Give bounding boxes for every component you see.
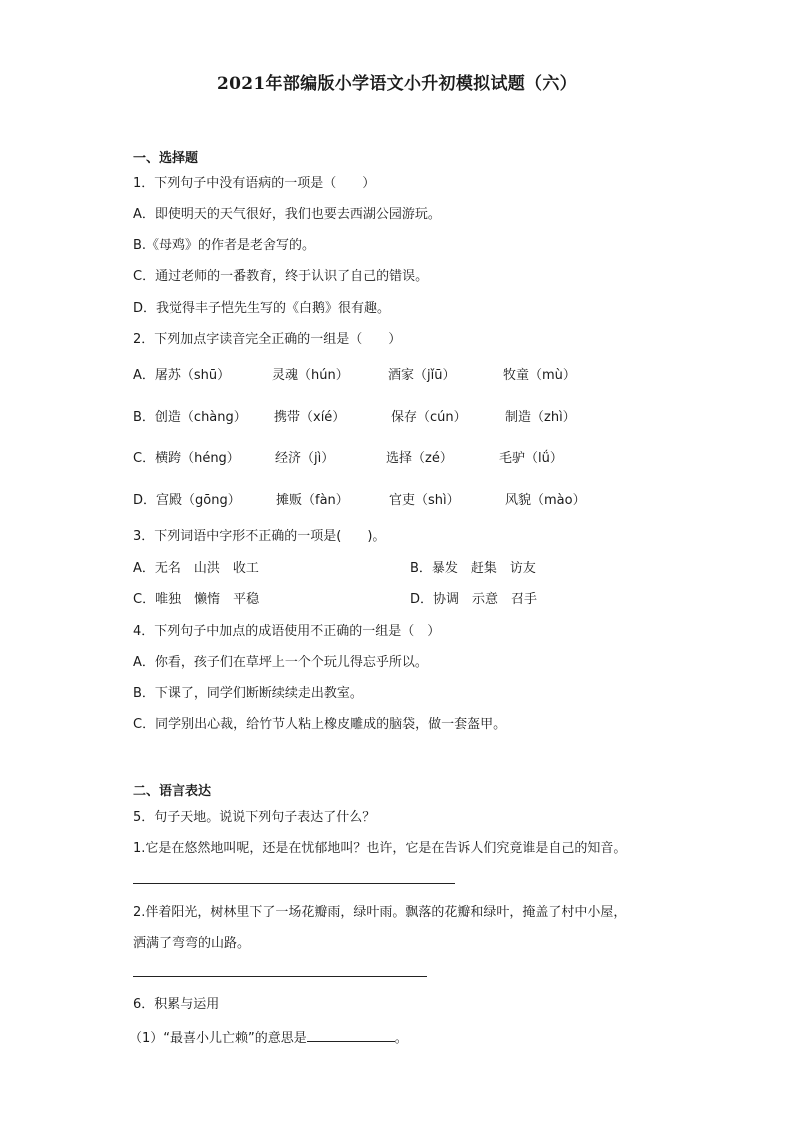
q5-answer-line-2 xyxy=(133,976,427,977)
q2-b-item-3: 保存（cún） xyxy=(391,410,467,425)
q2-d-item-3: 官吏（shì） xyxy=(389,493,460,508)
q4-option-a: A．你看，孩子们在草坪上一个个玩儿得忘乎所以。 xyxy=(133,655,428,670)
q6-stem: 6．积累与运用 xyxy=(133,997,220,1012)
q2-c-item-1: C．横跨（héng） xyxy=(133,451,240,466)
q6-sub1-text: （1）“最喜小儿亡赖”的意思是 xyxy=(129,1031,307,1046)
section-heading-expression: 二、语言表达 xyxy=(133,784,212,799)
q5-answer-line-1 xyxy=(133,883,455,884)
q3-option-d: D．协调 示意 召手 xyxy=(410,592,538,607)
q2-c-item-2: 经济（jì） xyxy=(275,451,335,466)
q2-a-item-2: 灵魂（hún） xyxy=(272,368,349,383)
q2-d-item-2: 摊贩（fàn） xyxy=(276,493,349,508)
q4-option-c: C．同学别出心裁，给竹节人粘上橡皮雕成的脑袋，做一套盔甲。 xyxy=(133,717,507,732)
q2-c-item-3: 选择（zé） xyxy=(386,451,453,466)
q5-sentence-1: 1.它是在悠然地叫呢，还是在忧郁地叫？也许，它是在告诉人们究竟谁是自己的知音。 xyxy=(133,841,627,856)
q4-option-b: B．下课了，同学们断断续续走出教室。 xyxy=(133,686,363,701)
q5-sentence-2-line-2: 洒满了弯弯的山路。 xyxy=(133,936,251,951)
q6-sub1-end: 。 xyxy=(394,1031,408,1046)
q2-b-item-4: 制造（zhì） xyxy=(505,410,576,425)
q3-option-b: B．暴发 赶集 访友 xyxy=(410,561,536,576)
q3-option-a: A．无名 山洪 收工 xyxy=(133,561,259,576)
q1-option-c: C．通过老师的一番教育，终于认识了自己的错误。 xyxy=(133,269,429,284)
q1-option-a: A．即使明天的天气很好，我们也要去西湖公园游玩。 xyxy=(133,207,441,222)
q2-d-item-4: 风貌（mào） xyxy=(505,493,586,508)
q4-stem: 4．下列句子中加点的成语使用不正确的一组是（ ） xyxy=(133,624,441,639)
page-title: 2021年部编版小学语文小升初模拟试题（六） xyxy=(217,74,577,94)
q2-b-item-1: B．创造（chàng） xyxy=(133,410,247,425)
q2-stem: 2．下列加点字读音完全正确的一组是（ ） xyxy=(133,332,402,347)
q6-sub1 xyxy=(129,1027,408,1046)
q3-option-c: C．唯独 懒惰 平稳 xyxy=(133,592,260,607)
q6-sub1-blank xyxy=(307,1029,395,1042)
q2-d-item-1: D．宫殿（gōng） xyxy=(133,493,241,508)
q2-a-item-3: 酒家（jǐū） xyxy=(388,368,456,383)
q5-sentence-2-line-1: 2.伴着阳光，树林里下了一场花瓣雨，绿叶雨。飘落的花瓣和绿叶，掩盖了村中小屋， xyxy=(133,905,627,920)
q2-a-item-1: A．屠苏（shū） xyxy=(133,368,231,383)
q2-c-item-4: 毛驴（lǘ） xyxy=(499,451,563,466)
q3-stem: 3．下列词语中字形不正确的一项是( )。 xyxy=(133,529,386,544)
q1-stem: 1．下列句子中没有语病的一项是（ ） xyxy=(133,176,376,191)
q2-b-item-2: 携带（xíé） xyxy=(274,410,346,425)
q1-option-d: D．我觉得丰子恺先生写的《白鹅》很有趣。 xyxy=(133,301,391,316)
q2-a-item-4: 牧童（mù） xyxy=(503,368,576,383)
q1-option-b: B.《母鸡》的作者是老舍写的。 xyxy=(133,238,316,253)
q5-stem: 5．句子天地。说说下列句子表达了什么？ xyxy=(133,810,376,825)
section-heading-choice: 一、选择题 xyxy=(133,151,199,166)
